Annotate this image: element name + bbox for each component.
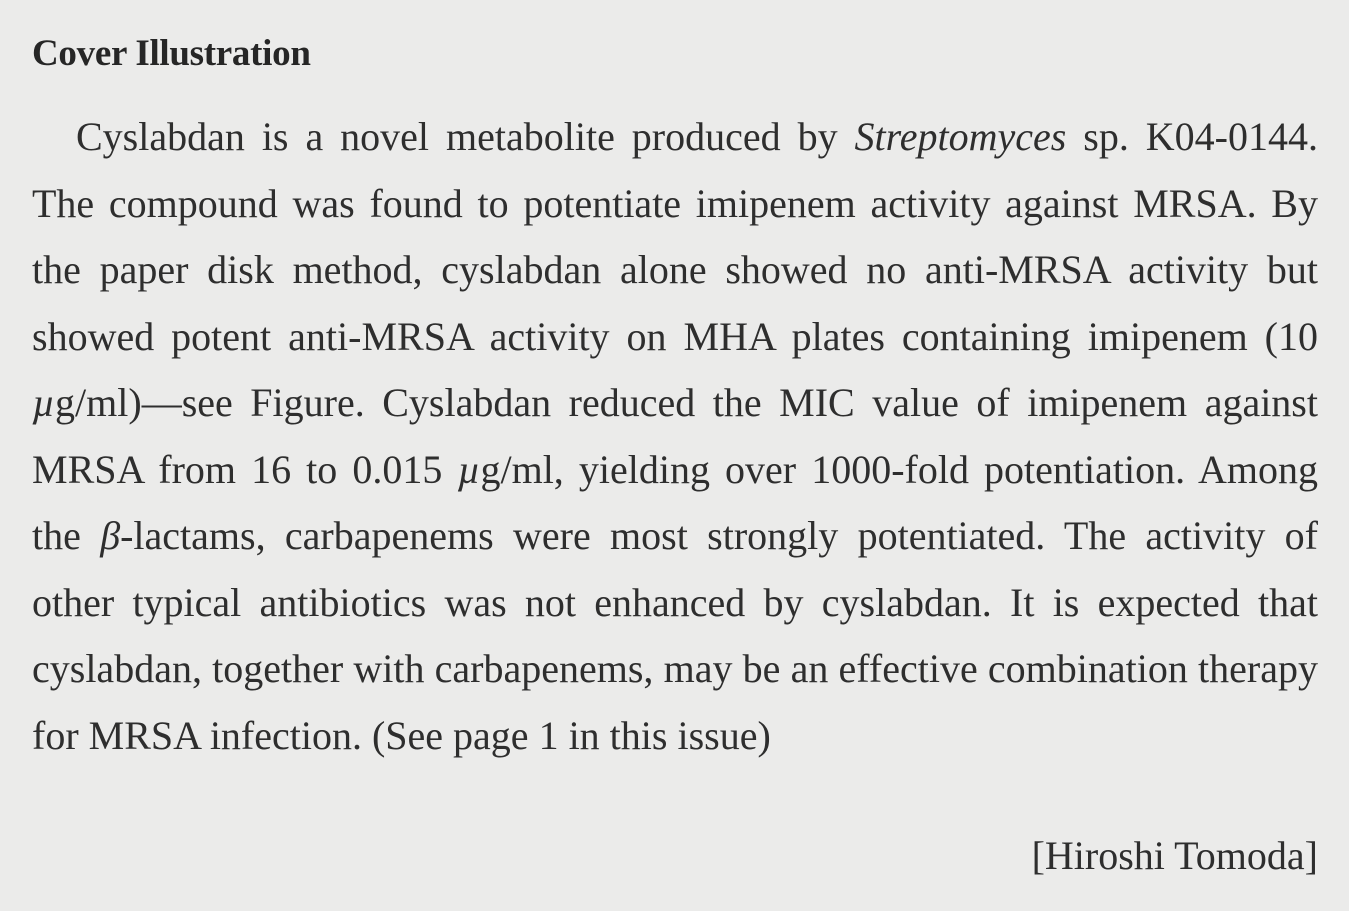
cover-illustration-article <box>32 30 1318 878</box>
mu-symbol: µ <box>457 446 481 492</box>
paragraph-segment: -lactams, carbapenems were most strongly potentiated. The activity of other typical antibiotics was not enhanced by cyslabdan. It is expected that cyslabdan, together with carbapenems, may be an effective combination therapy for MRSA infection. (See page 1 in this issue) <box>32 513 1318 758</box>
paragraph-segment: g/ml)—see Figure. Cyslabdan reduced the MIC value of imipenem against MRSA from 16 to 0.015 <box>32 380 1318 492</box>
author-credit: [Hiroshi Tomoda] <box>1031 833 1318 878</box>
organism-name: Streptomyces <box>854 114 1067 159</box>
body-paragraph <box>32 104 1318 769</box>
section-heading: Cover Illustration <box>32 33 311 74</box>
beta-symbol: β <box>100 513 121 558</box>
mu-symbol: µ <box>32 380 56 425</box>
paragraph-segment: g/ml, yielding over 1000-fold potentiation. Among the <box>32 446 1318 558</box>
paragraph-segment: sp. K04-0144. The compound was found to potentiate imipenem activity against MRSA. By the paper disk method, cyslabdan alone showed no anti-MRSA activity but showed potent anti-MRSA activity on MHA plates containing imipenem (10 <box>32 114 1318 359</box>
paragraph-segment: Cyslabdan is a novel metabolite produced by <box>76 114 855 159</box>
